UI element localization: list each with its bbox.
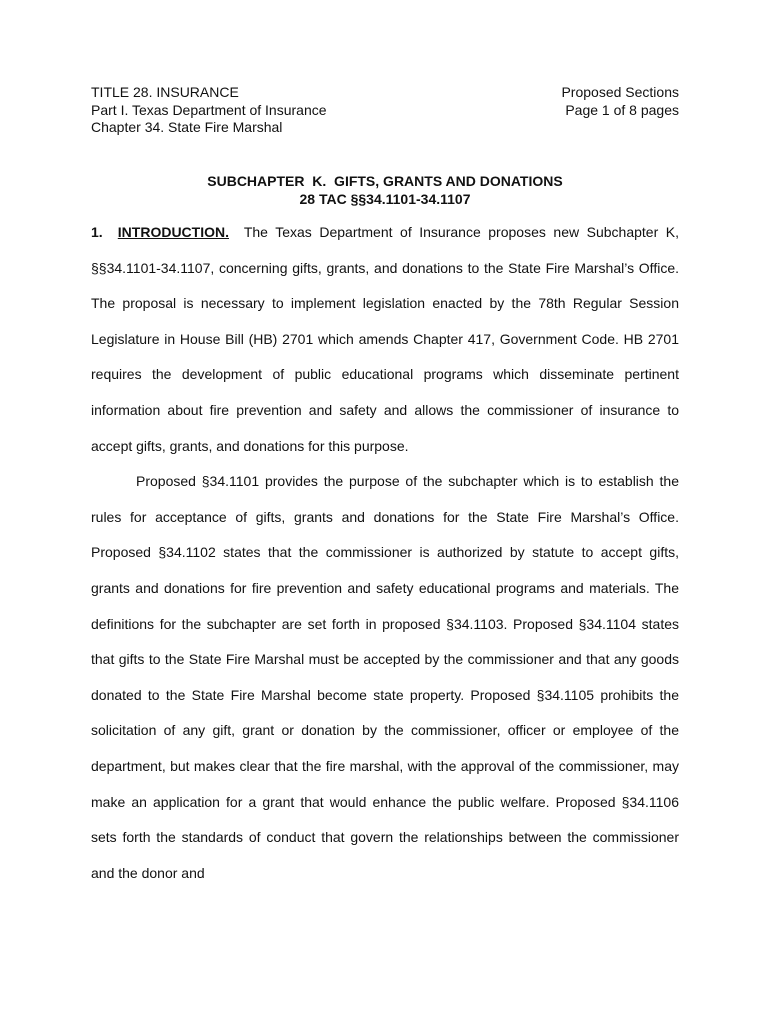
subchapter-title: SUBCHAPTER K. GIFTS, GRANTS AND DONATIONS <box>207 173 563 189</box>
proposed-sections-paragraph: Proposed §34.1101 provides the purpose of the subchapter which is to establish the rules for acceptance of gifts, grants and donations for the State Fire Marshal’s Office. Proposed §34.1102 states that the commissioner is authorized by statute to accept gifts, grants and donations for fire prevention and safety educational programs and materials. The definitions for the subchapter are set forth in proposed §34.1103. Proposed §34.1104 states that gifts to the State Fire Marshal must be accepted by the commissioner and that any goods donated to the State Fire Marshal become state property. Proposed §34.1105 prohibits the solicitation of any gift, grant or donation by the commissioner, officer or employee of the department, but makes clear that the fire marshal, with the approval of the commissioner, may make an application for a grant that would enhance the public welfare. Proposed §34.1106 sets forth the standards of conduct that govern the relationships between the commissioner and the donor and <box>91 473 679 881</box>
header-page-count: Page 1 of 8 pages <box>565 101 679 118</box>
subchapter-heading <box>0 173 770 208</box>
subchapter-citation: 28 TAC §§34.1101-34.1107 <box>299 190 471 207</box>
header-part-line: Part I. Texas Department of Insurance <box>91 101 327 118</box>
header-chapter-line: Chapter 34. State Fire Marshal <box>91 119 283 135</box>
header-right <box>561 84 679 119</box>
header-proposed-sections: Proposed Sections <box>561 84 679 100</box>
section-number: 1. <box>91 224 103 240</box>
header-left <box>91 84 327 137</box>
header-title-line: TITLE 28. INSURANCE <box>91 84 239 100</box>
document-body <box>91 215 679 891</box>
intro-paragraph-text: The Texas Department of Insurance proposes new Subchapter K, §§34.1101-34.1107, concerning gifts, grants, and donations to the State Fire Marshal’s Office. The proposal is necessary to implement legislation enacted by the 78th Regular Session Legislature in House Bill (HB) 2701 which amends Chapter 417, Government Code. HB 2701 requires the development of public educational programs which disseminate pertinent information about fire prevention and safety and allows the commissioner of insurance to accept gifts, grants, and donations for this purpose. <box>91 224 679 454</box>
section-title: INTRODUCTION. <box>117 224 229 240</box>
intro-paragraph <box>91 215 679 464</box>
